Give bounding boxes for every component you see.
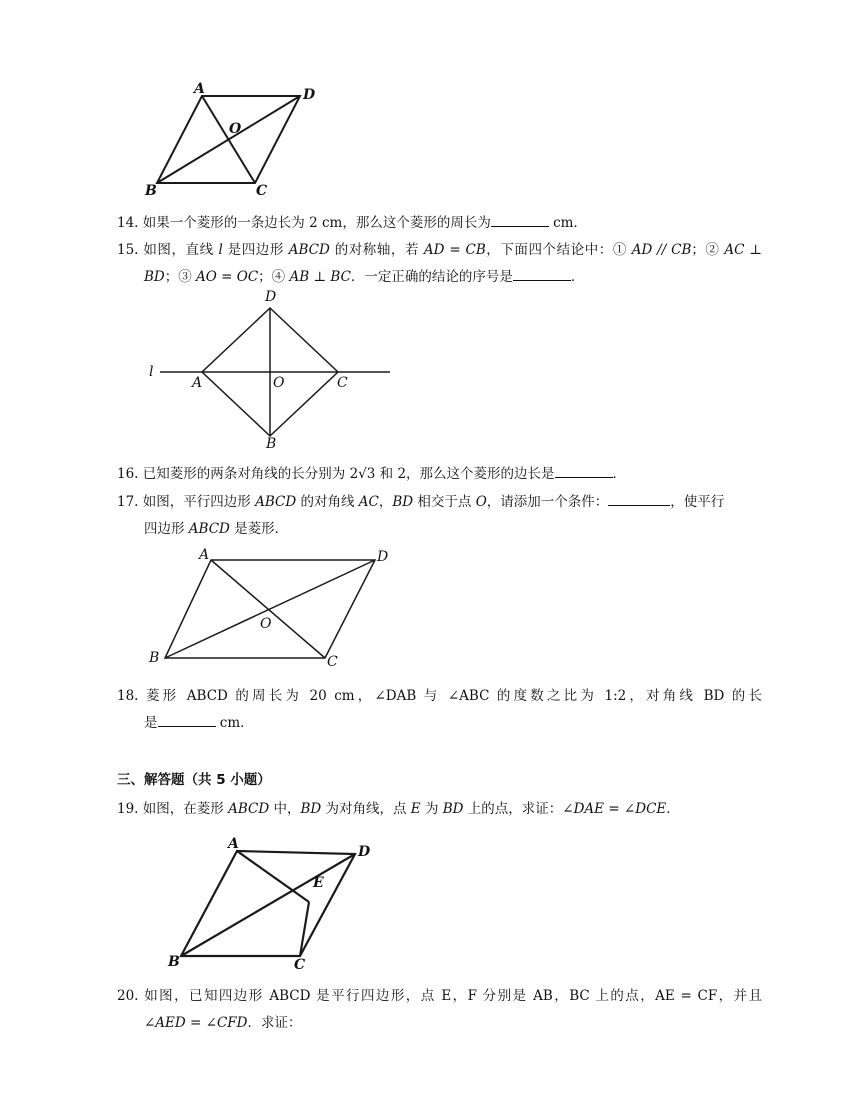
text: 是菱形． [229, 521, 289, 537]
text: 为对角线，点 [321, 801, 411, 817]
question-number: 16. [117, 466, 139, 482]
question-number: 14. [117, 215, 139, 231]
question-line-2 [117, 264, 762, 291]
math: ABCD [228, 801, 270, 817]
math: ABCD [255, 494, 297, 510]
question-line-1 [117, 983, 762, 1010]
question-18 [117, 683, 762, 737]
fig17-label-D: D [377, 549, 389, 565]
text: 中， [269, 801, 301, 817]
math: ∠AED = ∠CFD [144, 1015, 248, 1031]
text: 如图，已知四边形 ABCD 是平行四边形，点 E，F 分别是 AB，BC 上的点，AE = CF，并且 [144, 988, 762, 1004]
text: 菱形 ABCD 的周长为 20 cm，∠DAB 与 ∠ABC 的度数之比为 1:2，对角线 BD 的长 [145, 688, 762, 704]
question-20 [117, 983, 762, 1037]
question-line-1 [117, 683, 762, 710]
question-number: 19. [117, 801, 139, 817]
text: ． [570, 269, 585, 285]
question-number: 18. [117, 688, 139, 704]
answer-blank[interactable] [513, 266, 571, 281]
question-17 [117, 489, 762, 543]
fig19-label-C: C [294, 957, 306, 973]
figure-parallelogram-top [140, 82, 330, 202]
fig15-label-B: B [266, 436, 277, 452]
question-number: 15. [117, 242, 139, 258]
question-line-1 [117, 489, 762, 516]
text: ．求证： [247, 1015, 302, 1031]
math: BD [300, 801, 322, 817]
fig19-label-B: B [168, 954, 180, 970]
math: AB ⊥ BC [289, 269, 351, 285]
text: 上的点，求证： [463, 801, 563, 817]
answer-blank[interactable] [158, 712, 216, 727]
fig15-label-O: O [273, 375, 285, 391]
math: E [410, 801, 421, 817]
question-line-2 [117, 1010, 762, 1037]
text: 的对称轴，若 [329, 242, 424, 258]
math: BD [442, 801, 464, 817]
fig17-label-O: O [260, 616, 272, 632]
fig13-label-C: C [256, 183, 268, 199]
math: ∠DAE = ∠DCE [562, 801, 667, 817]
text: 的对角线 [296, 494, 359, 510]
text: ；② [691, 242, 725, 258]
text: 为 [420, 801, 443, 817]
text: ；③ [164, 269, 197, 285]
math: AO = OC [196, 269, 259, 285]
fig13-label-A: A [194, 81, 205, 97]
fig15-label-A: A [192, 375, 203, 391]
text: ，下面四个结论中：① [485, 242, 632, 258]
answer-blank[interactable] [608, 491, 670, 506]
answer-blank[interactable] [491, 212, 549, 227]
text: ，请添加一个条件： [486, 494, 609, 510]
figure-rhombus-axis [160, 300, 400, 440]
fig13-label-B: B [145, 183, 157, 199]
math: AD = CB [423, 242, 486, 258]
text: 已知菱形的两条对角线的长分别为 2 [142, 466, 359, 482]
question-text: 如果一个菱形的一条边长为 2 cm，那么这个菱形的周长为 [142, 215, 491, 231]
answer-blank[interactable] [555, 463, 613, 478]
math: AD // CB [631, 242, 692, 258]
text: 相交于点 [413, 494, 476, 510]
fig15-label-C: C [337, 375, 348, 391]
fig13-label-O: O [229, 121, 242, 137]
text: 如图，在菱形 [142, 801, 229, 817]
question-14 [117, 210, 762, 237]
fig15-label-l: l [149, 364, 154, 380]
math: AC [358, 494, 379, 510]
text: ．一定正确的结论的序号是 [350, 269, 513, 285]
question-line-2 [117, 710, 762, 737]
text: ；④ [258, 269, 290, 285]
text: ． [666, 801, 680, 817]
question-16 [117, 461, 762, 488]
text: 如图，平行四边形 [142, 494, 256, 510]
figure-rhombus-e [165, 835, 375, 965]
math: ABCD [288, 242, 330, 258]
math: O [475, 494, 487, 510]
math: l [218, 242, 223, 258]
question-number: 20. [117, 988, 139, 1004]
text: ，使平行 [670, 494, 725, 510]
question-number: 17. [117, 494, 139, 510]
fig13-label-D: D [303, 87, 316, 103]
text: 如图，直线 [143, 242, 219, 258]
question-line-1 [117, 237, 762, 264]
text: 是 [144, 715, 158, 731]
fig19-label-A: A [228, 836, 239, 852]
text: 和 2，那么这个菱形的边长是 [375, 466, 555, 482]
math: BD [144, 269, 165, 285]
math-sqrt: √3 [358, 466, 376, 482]
section-title: 三、解答题（共 5 小题） [117, 772, 271, 788]
fig15-label-D: D [265, 289, 277, 305]
text: cm． [215, 715, 254, 731]
text: 四边形 [144, 521, 189, 537]
text: ， [378, 494, 393, 510]
question-19 [117, 796, 762, 823]
question-text-unit: cm． [548, 215, 587, 231]
math: BD [392, 494, 414, 510]
question-15 [117, 237, 762, 291]
fig17-label-A: A [199, 547, 210, 563]
text: ． [612, 466, 627, 482]
question-line-2 [117, 516, 762, 543]
figure-parallelogram-mid [150, 548, 390, 668]
math: ABCD [188, 521, 230, 537]
fig19-label-E: E [313, 875, 324, 891]
fig17-label-C: C [327, 654, 338, 670]
math: AC ⊥ [724, 242, 762, 258]
fig17-label-B: B [149, 650, 160, 666]
text: 是四边形 [222, 242, 289, 258]
fig19-label-D: D [358, 844, 371, 860]
